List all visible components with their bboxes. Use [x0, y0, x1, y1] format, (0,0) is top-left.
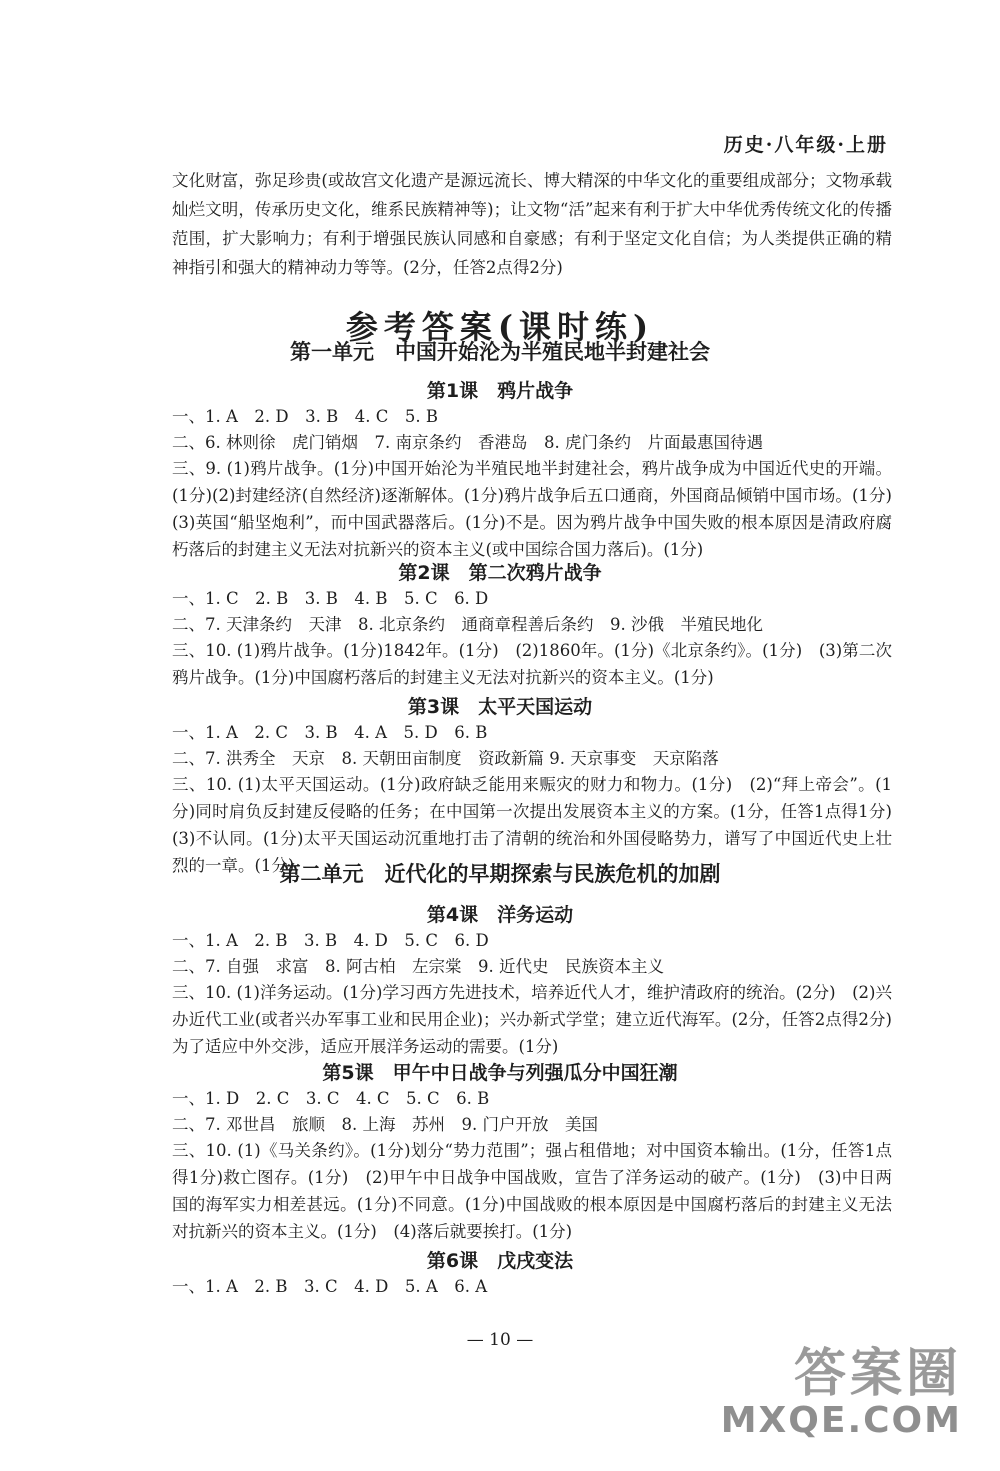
lesson3-title: 第3课 太平天国运动 — [407, 696, 593, 718]
watermark-logo — [720, 1331, 972, 1441]
unit1-title: 第一单元 中国开始沦为半殖民地半封建社会 — [290, 340, 710, 364]
lesson2-question-answers: 三、10. (1)鸦片战争。(1分)1842年。(1分) (2)1860年。(1分)《北京条约》。(1分) (3)第二次鸦片战争。(1分)中国腐朽落后的封建主义无法对抗新兴的资本主义。(1分) — [172, 641, 892, 687]
lesson3-choice-answers: 一、1. A 2. C 3. B 4. A 5. D 6. B — [172, 723, 488, 742]
lesson6-title: 第6课 戊戌变法 — [426, 1250, 574, 1272]
page-header: 历史·八年级·上册 — [723, 134, 888, 156]
lesson4-fill-answers: 二、7. 自强 求富 8. 阿古柏 左宗棠 9. 近代史 民族资本主义 — [172, 957, 664, 976]
lesson4-choice-answers: 一、1. A 2. B 3. B 4. D 5. C 6. D — [172, 931, 489, 950]
lesson4-title: 第4课 洋务运动 — [426, 904, 574, 926]
lesson4-question-answers: 三、10. (1)洋务运动。(1分)学习西方先进技术，培养近代人才，维护清政府的统治。(2分) (2)兴办近代工业(或者兴办军事工业和民用企业)；兴办新式学堂；建立近代海军。(2分，任答2点得2分)为了适应中外交涉，适应开展洋务运动的需要。(1分) — [172, 983, 892, 1056]
lesson5-choice-answers: 一、1. D 2. C 3. C 4. C 5. C 6. B — [172, 1089, 490, 1108]
logo-text-bottom: MXQE.COM — [720, 1400, 962, 1441]
lesson1-fill-answers: 二、6. 林则徐 虎门销烟 7. 南京条约 香港岛 8. 虎门条约 片面最惠国待遇 — [172, 433, 763, 452]
lesson3-question-answers: 三、10. (1)太平天国运动。(1分)政府缺乏能用来赈灾的财力和物力。(1分) (2)“拜上帝会”。(1分)同时肩负反封建反侵略的任务；在中国第一次提出发展资本主义的方案。(1分，任答1点得1分) (3)不认同。(1分)太平天国运动沉重地打击了清朝的统治和外国侵略势力，谱写了中国近代史上壮烈的一章。(1分) — [172, 775, 909, 875]
lesson3-fill-answers: 二、7. 洪秀全 天京 8. 天朝田亩制度 资政新篇 9. 天京事变 天京陷落 — [172, 749, 719, 768]
lesson2-title: 第2课 第二次鸦片战争 — [398, 562, 602, 584]
lesson5-title: 第5课 甲午中日战争与列强瓜分中国狂潮 — [322, 1062, 678, 1084]
lesson1-question-answers: 三、9. (1)鸦片战争。(1分)中国开始沦为半殖民地半封建社会，鸦片战争成为中国近代史的开端。(1分)(2)封建经济(自然经济)逐渐解体。(1分)鸦片战争后五口通商，外国商品倾销中国市场。(1分) (3)英国“船坚炮利”，而中国武器落后。(1分)不是。因为鸦片战争中国失败的根本原因是清政府腐朽落后的封建主义无法对抗新兴的资本主义(或中国综合国力落后)。(1分) — [172, 459, 909, 559]
lesson2-fill-answers: 二、7. 天津条约 天津 8. 北京条约 通商章程善后条约 9. 沙俄 半殖民地化 — [172, 615, 763, 634]
logo-text-top: 答案圈 — [793, 1344, 962, 1404]
lesson5-fill-answers: 二、7. 邓世昌 旅顺 8. 上海 苏州 9. 门户开放 美国 — [172, 1115, 598, 1134]
intro-paragraph: 文化财富，弥足珍贵(或故宫文化遗产是源远流长、博大精深的中华文化的重要组成部分；文物承载灿烂文明，传承历史文化，维系民族精神等)；让文物“活”起来有利于扩大中华优秀传统文化的传播范围，扩大影响力；有利于增强民族认同感和自豪感；有利于坚定文化自信；为人类提供正确的精神指引和强大的精神动力等等。(2分，任答2点得2分) — [172, 171, 892, 277]
lesson1-title: 第1课 鸦片战争 — [426, 380, 574, 402]
main-title: 参考答案(课时练) — [345, 308, 655, 346]
unit2-title: 第二单元 近代化的早期探索与民族危机的加剧 — [279, 862, 721, 886]
lesson6-choice-answers: 一、1. A 2. B 3. C 4. D 5. A 6. A — [172, 1277, 488, 1296]
lesson5-question-answers: 三、10. (1)《马关条约》。(1分)划分“势力范围”；强占租借地；对中国资本输出。(1分，任答1点得1分)救亡图存。(1分) (2)甲午中日战争中国战败，宣告了洋务运动的破产。(1分) (3)中日两国的海军实力相差甚远。(1分)不同意。(1分)中国战败的根本原因是中国腐朽落后的封建主义无法对抗新兴的资本主义。(1分) (4)落后就要挨打。(1分) — [172, 1141, 892, 1241]
lesson2-choice-answers: 一、1. C 2. B 3. B 4. B 5. C 6. D — [172, 589, 489, 608]
lesson1-choice-answers: 一、1. A 2. D 3. B 4. C 5. B — [172, 407, 438, 426]
page-number: — 10 — — [466, 1330, 534, 1350]
